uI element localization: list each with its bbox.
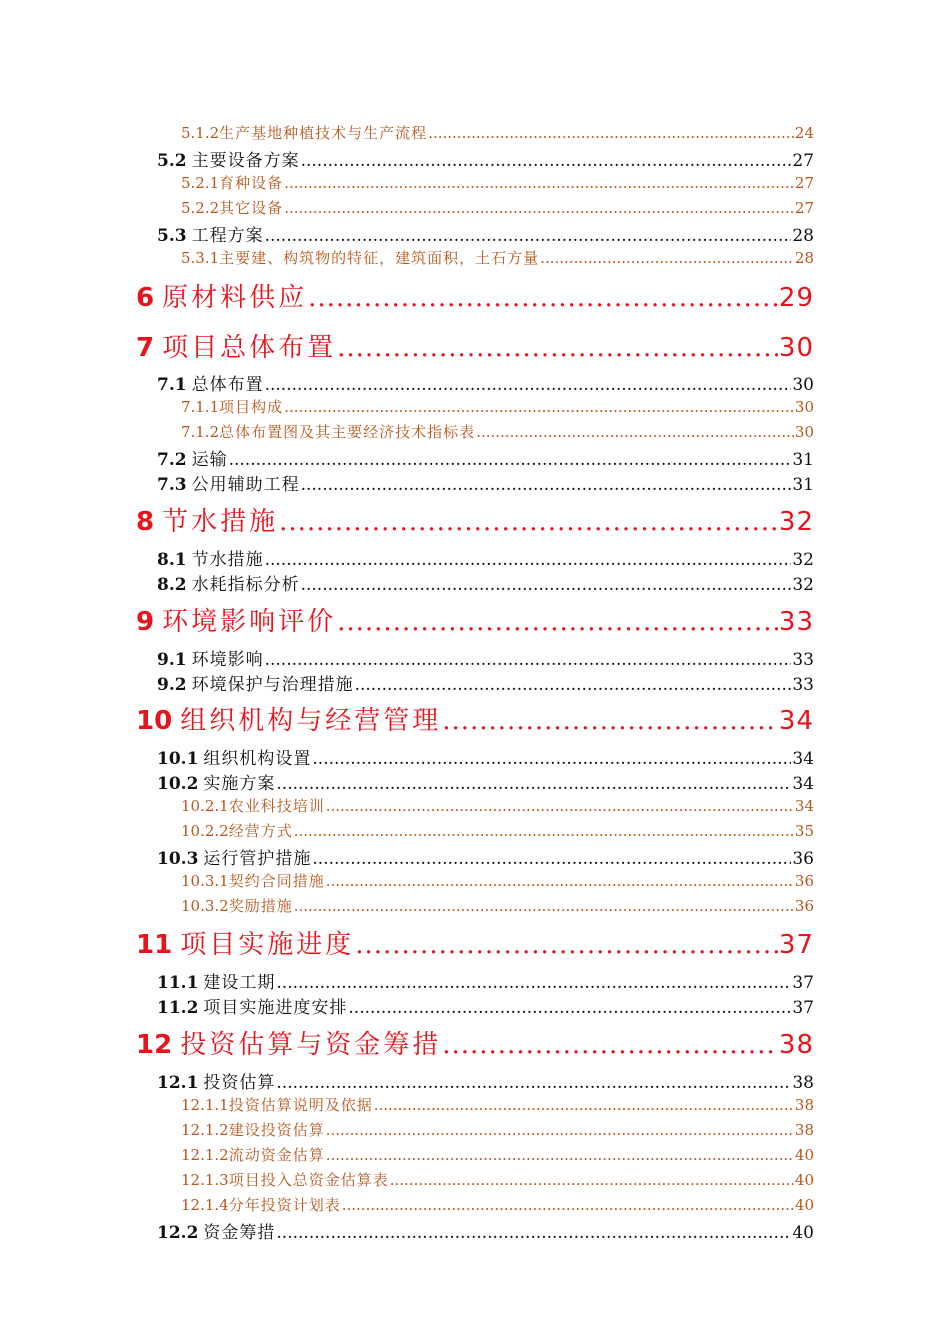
toc-entry[interactable]: 10.3.2 奖励措施 ..... 36 [181,895,814,915]
toc-entry[interactable]: 10.2.2 经营方式 ..... 35 [181,820,814,840]
dot-leader [284,398,794,416]
toc-entry[interactable]: 5.3.1 主要建、构筑物的特征，建筑面积，土石方量 ..... 28 [181,247,814,267]
toc-chapter[interactable]: 8 节水措施 ..... 32 [136,501,814,537]
toc-chapter[interactable]: 12 投资估算与资金筹措 ..... 38 [136,1024,814,1060]
dot-leader [337,333,778,363]
dot-leader [326,797,794,815]
dot-leader [284,174,794,192]
toc-chapter[interactable]: 9 环境影响评价 ..... 33 [136,601,814,637]
dot-leader [442,706,778,736]
dot-leader [337,607,778,637]
dot-leader [265,375,792,395]
dot-leader [312,749,791,769]
dot-leader [276,973,791,993]
dot-leader [326,1121,794,1139]
toc-chapter[interactable]: 7 项目总体布置 ..... 30 [136,327,814,363]
dot-leader [294,897,794,915]
toc-chapter[interactable]: 6 原材料供应 ..... 29 [136,277,814,313]
toc-entry[interactable]: 10.1 组织机构设置 ..... 34 [157,744,814,766]
dot-leader [442,1030,778,1060]
dot-leader [276,1223,791,1243]
dot-leader [276,774,791,794]
dot-leader [265,650,792,670]
dot-leader [428,124,794,142]
dot-leader [301,475,792,495]
dot-leader [348,998,791,1018]
dot-leader [540,249,794,267]
dot-leader [326,1146,794,1164]
toc-chapter[interactable]: 11 项目实施进度 ..... 37 [136,924,814,960]
toc-entry[interactable]: 10.3.1 契约合同措施 ..... 36 [181,870,814,890]
toc-entry[interactable]: 11.2 项目实施进度安排 ..... 37 [157,993,814,1015]
toc-entry[interactable]: 7.1.2 总体布置图及其主要经济技术指标表 ..... 30 [181,421,814,441]
toc-entry[interactable]: 12.2 资金筹措 ..... 40 [157,1218,814,1240]
toc-entry[interactable]: 12.1.2 流动资金估算 ..... 40 [181,1144,814,1164]
toc-entry[interactable]: 7.3 公用辅助工程 ..... 31 [157,470,814,492]
dot-leader [279,507,778,537]
toc-entry[interactable]: 11.1 建设工期 ..... 37 [157,968,814,990]
toc-entry[interactable]: 10.2.1 农业科技培训 ..... 34 [181,795,814,815]
toc-entry[interactable]: 7.2 运输 ..... 31 [157,445,814,467]
dot-leader [276,1073,791,1093]
dot-leader [265,550,792,570]
toc-entry[interactable]: 12.1.3 项目投入总资金估算表 ..... 40 [181,1169,814,1189]
toc-chapter[interactable]: 10 组织机构与经营管理 ..... 34 [136,700,814,736]
dot-leader [229,450,792,470]
toc-entry[interactable]: 9.2 环境保护与治理措施 ..... 33 [157,670,814,692]
toc-entry[interactable]: 10.2 实施方案 ..... 34 [157,769,814,791]
toc-entry[interactable]: 5.1.2 生产基地种植技术与生产流程 ..... 24 [181,122,814,142]
toc-entry[interactable]: 5.2.1 育种设备 ..... 27 [181,172,814,192]
toc-entry[interactable]: 5.2 主要设备方案 ..... 27 [157,146,814,168]
dot-leader [301,575,792,595]
dot-leader [342,1196,794,1214]
toc-entry[interactable]: 12.1 投资估算 ..... 38 [157,1068,814,1090]
dot-leader [355,675,792,695]
dot-leader [326,872,794,890]
dot-leader [355,930,778,960]
toc-entry[interactable]: 7.1 总体布置 ..... 30 [157,370,814,392]
dot-leader [284,199,794,217]
dot-leader [476,423,794,441]
toc-entry[interactable]: 8.1 节水措施 ..... 32 [157,545,814,567]
dot-leader [308,283,778,313]
dot-leader [374,1096,794,1114]
toc-entry[interactable]: 12.1.1 投资估算说明及依据 ..... 38 [181,1094,814,1114]
toc-entry[interactable]: 5.3 工程方案 ..... 28 [157,221,814,243]
dot-leader [312,849,791,869]
dot-leader [265,226,792,246]
toc-entry[interactable]: 10.3 运行管护措施 ..... 36 [157,844,814,866]
toc-entry[interactable]: 9.1 环境影响 ..... 33 [157,645,814,667]
toc-entry[interactable]: 8.2 水耗指标分析 ..... 32 [157,570,814,592]
toc-entry[interactable]: 7.1.1 项目构成 ..... 30 [181,396,814,416]
toc-entry[interactable]: 12.1.4 分年投资计划表 ..... 40 [181,1194,814,1214]
dot-leader [390,1171,794,1189]
toc-entry[interactable]: 5.2.2 其它设备 ..... 27 [181,197,814,217]
dot-leader [294,822,794,840]
toc-entry[interactable]: 12.1.2 建设投资估算 ..... 38 [181,1119,814,1139]
dot-leader [301,151,792,171]
